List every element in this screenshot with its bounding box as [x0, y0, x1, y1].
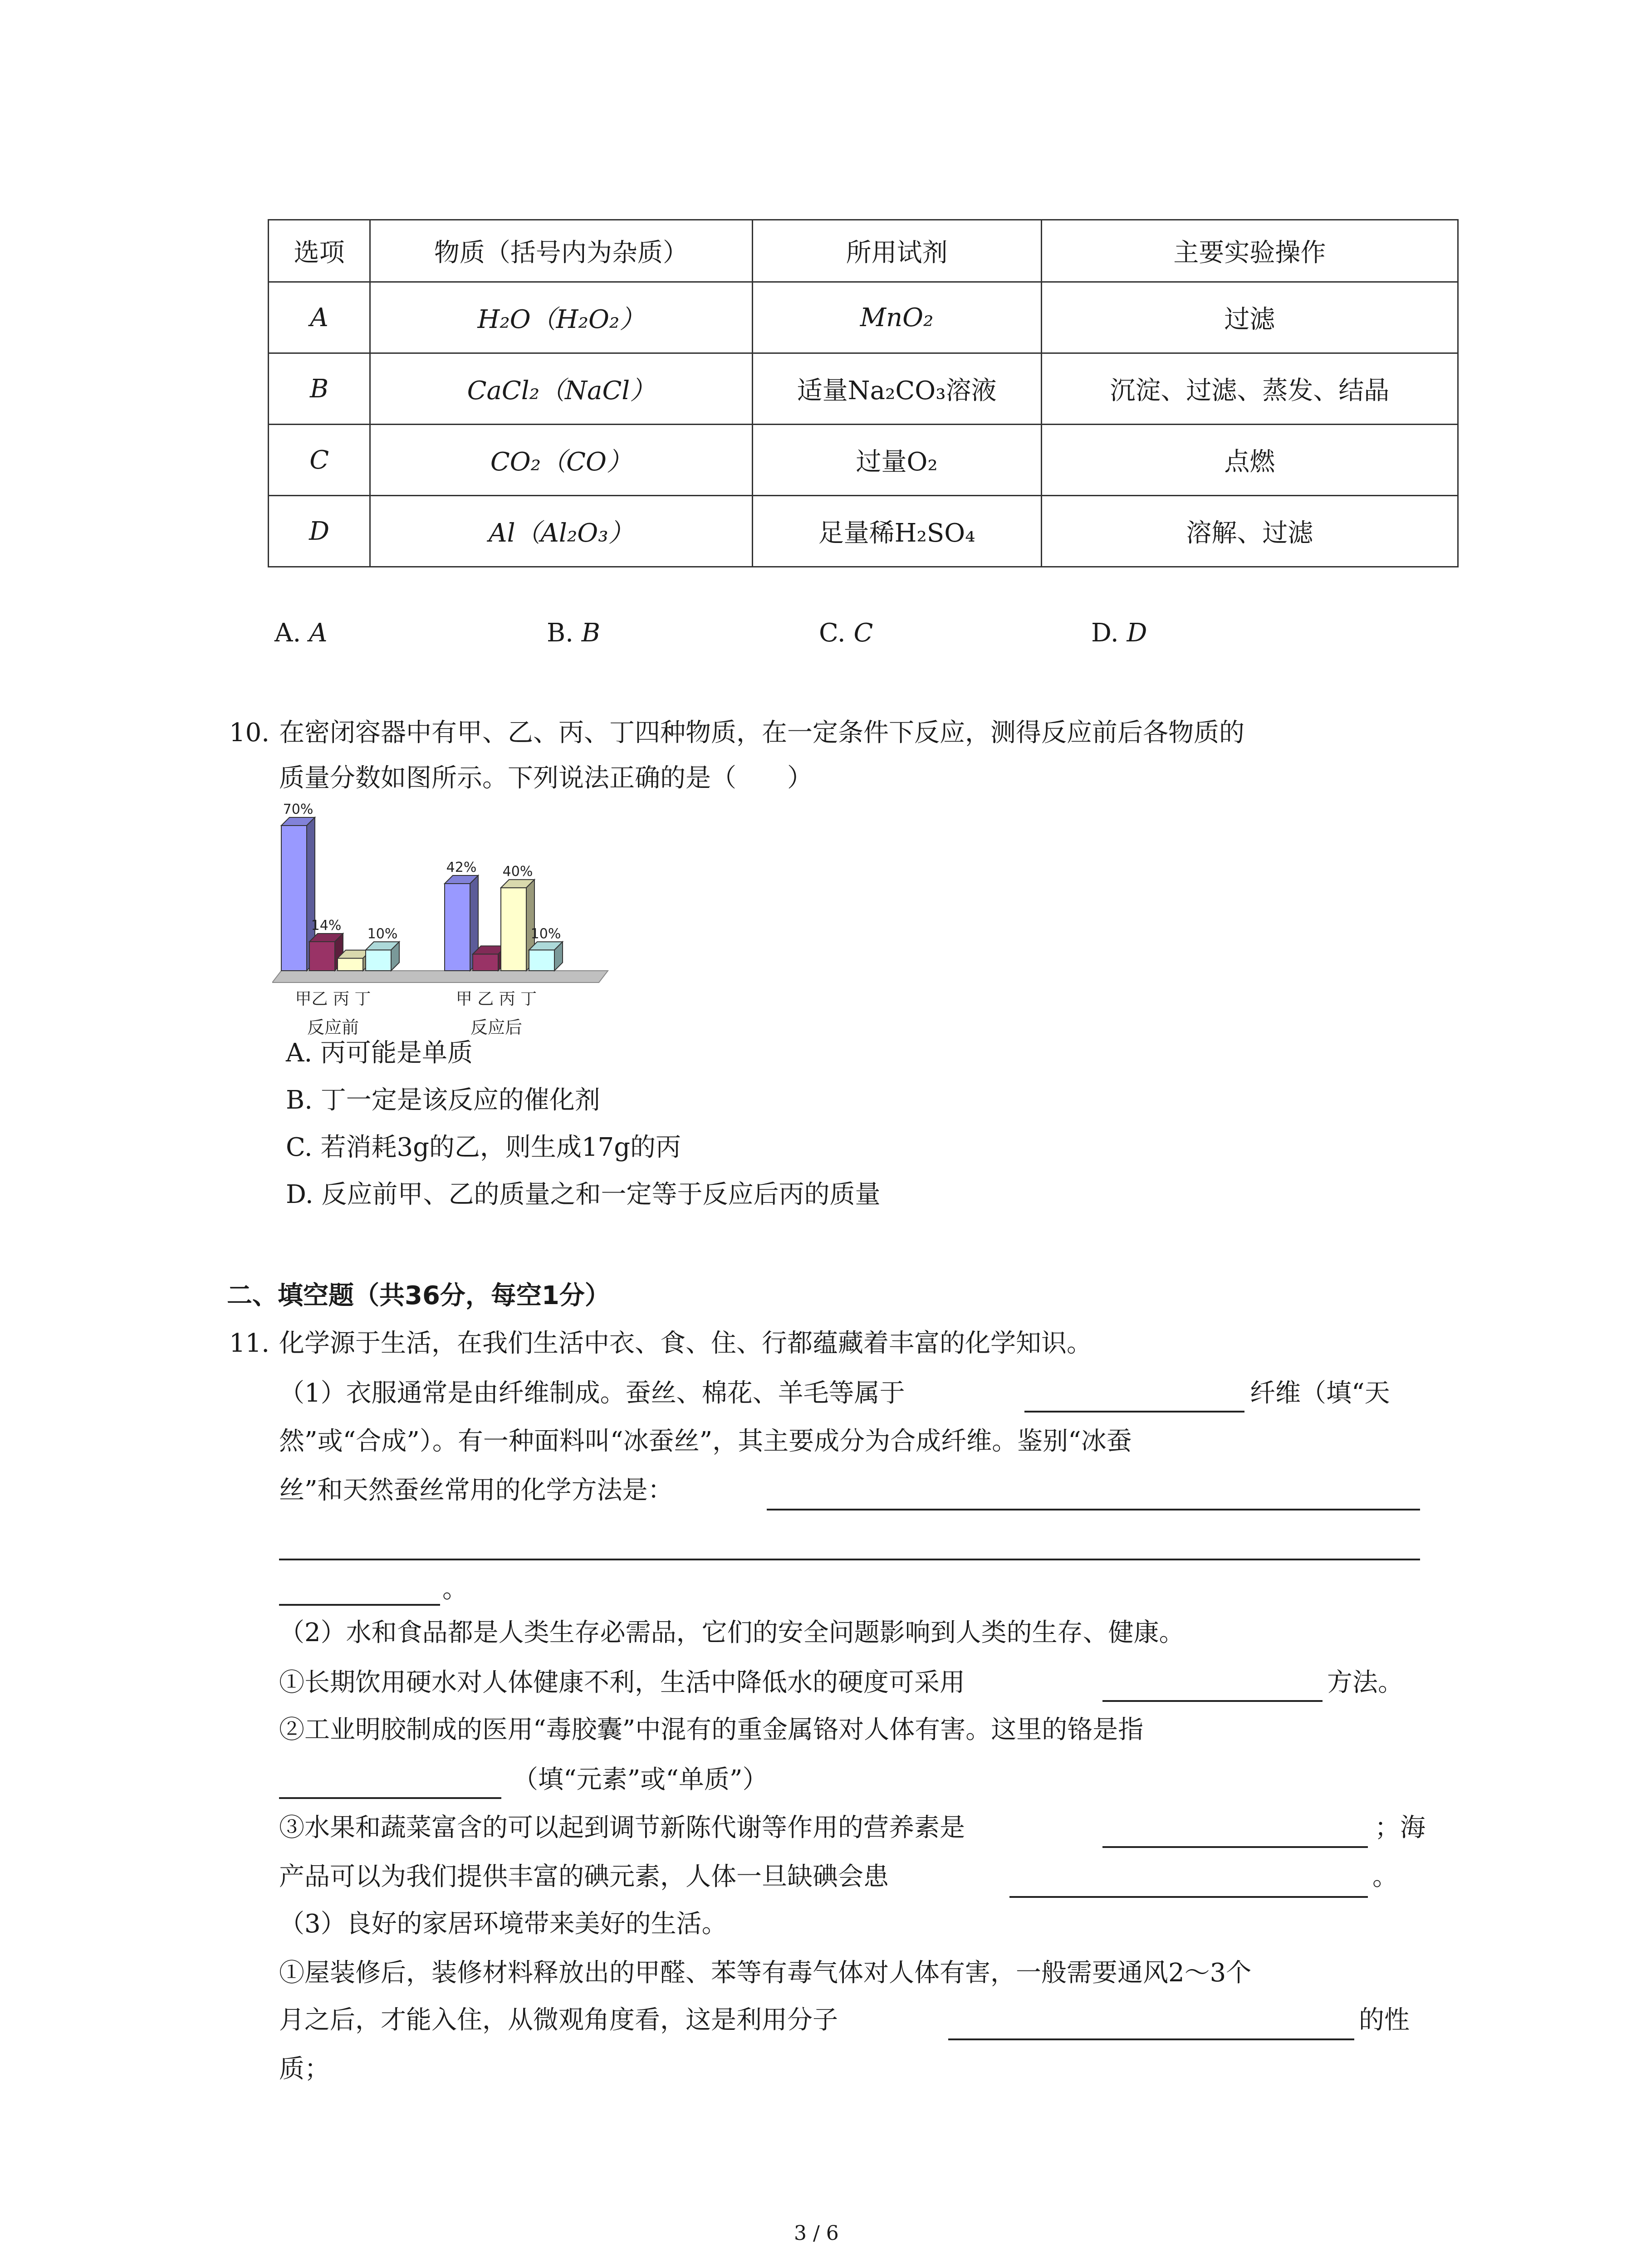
- row-operation: 点燃: [1041, 425, 1458, 496]
- bar-反应前-乙: [309, 942, 335, 971]
- blank-2[interactable]: [767, 1509, 1420, 1510]
- choice-d[interactable]: D. D: [1091, 618, 1147, 648]
- q11-p2: （2）水和食品都是人类生存必需品，它们的安全问题影响到人类的生存、健康。: [279, 1618, 1185, 1647]
- chart-floor: [272, 971, 608, 982]
- bar-反应前-甲: [281, 826, 307, 971]
- row-reagent: 过量O₂: [752, 425, 1041, 496]
- q10-option-a[interactable]: A. 丙可能是单质: [286, 1038, 473, 1068]
- bar-反应后-丁: [529, 950, 554, 971]
- blank-2-end[interactable]: [279, 1604, 440, 1606]
- row-option: C: [269, 425, 370, 496]
- section-heading: 二、填空题（共36分，每空1分）: [227, 1281, 610, 1310]
- bar-data-label: 10%: [367, 926, 398, 942]
- row-substance: CaCl₂（NaCl）: [370, 353, 752, 425]
- q11-p2-2b: （填“元素”或“单质”）: [513, 1765, 768, 1794]
- q11-p3-1c: 的性: [1359, 2005, 1410, 2035]
- q11-p1-d: 丝”和天然蚕丝常用的化学方法是：: [279, 1476, 673, 1505]
- table-row: [269, 353, 1458, 425]
- header-reagent: 所用试剂: [752, 220, 1041, 282]
- table-row: [269, 282, 1458, 353]
- q10-text-line2: 质量分数如图所示。下列说法正确的是（ ）: [279, 763, 813, 793]
- bar-data-label: 10%: [530, 926, 561, 942]
- row-reagent: 足量稀H₂SO₄: [752, 496, 1041, 567]
- bar-反应前-丁: [366, 950, 391, 971]
- q11-p2-3d: 。: [1372, 1862, 1398, 1892]
- bar-data-label: 70%: [283, 802, 314, 817]
- q11-p1-b: 纤维（填“天: [1250, 1378, 1390, 1408]
- choice-a[interactable]: A. A: [274, 618, 328, 648]
- mass-fraction-chart: [272, 798, 617, 1043]
- category-tick-labels: 甲 乙 丙 丁: [456, 990, 537, 1008]
- q11-p3-1d: 质；: [279, 2054, 330, 2084]
- row-reagent: 适量Na₂CO₃溶液: [752, 353, 1041, 425]
- row-option: D: [269, 496, 370, 567]
- q11-p2-2a: ②工业明胶制成的医用“毒胶囊”中混有的重金属铬对人体有害。这里的铬是指: [279, 1715, 1144, 1745]
- bar-反应前-丙: [338, 958, 363, 971]
- row-option: A: [269, 282, 370, 353]
- q11-p1-c: 然”或“合成”）。有一种面料叫“冰蚕丝”，其主要成分为合成纤维。鉴别“冰蚕: [279, 1427, 1132, 1456]
- header-option: 选项: [269, 220, 370, 282]
- category-tick-labels: 甲乙 丙 丁: [295, 990, 371, 1008]
- group-label: 反应前: [307, 1017, 359, 1037]
- group-label: 反应后: [470, 1017, 523, 1037]
- blank-1[interactable]: [1024, 1411, 1244, 1413]
- table-row: [269, 496, 1458, 567]
- q11-p1-a: （1）衣服通常是由纤维制成。蚕丝、棉花、羊毛等属于: [279, 1378, 905, 1408]
- q10-number: 10.: [229, 718, 270, 748]
- bar-反应后-乙: [473, 954, 498, 971]
- row-operation: 沉淀、过滤、蒸发、结晶: [1041, 353, 1458, 425]
- q11-p3-1b: 月之后，才能入住，从微观角度看，这是利用分子: [279, 2005, 838, 2035]
- row-operation: 溶解、过滤: [1041, 496, 1458, 567]
- bar-反应后-丙: [501, 888, 526, 971]
- q11-p2-1a: ①长期饮用硬水对人体健康不利，生活中降低水的硬度可采用: [279, 1668, 965, 1697]
- q10-text-line1: 在密闭容器中有甲、乙、丙、丁四种物质，在一定条件下反应，测得反应前后各物质的: [279, 718, 1244, 748]
- q11-p2-3a: ③水果和蔬菜富含的可以起到调节新陈代谢等作用的营养素是: [279, 1813, 965, 1843]
- row-option: B: [269, 353, 370, 425]
- header-substance: 物质（括号内为杂质）: [370, 220, 752, 282]
- page-number: 3 / 6: [794, 2222, 839, 2245]
- q11-p3: （3）良好的家居环境带来美好的生活。: [279, 1909, 727, 1939]
- blank-4[interactable]: [279, 1797, 501, 1799]
- q11-p2-3b: ；海: [1375, 1813, 1425, 1843]
- q11-p3-1a: ①屋装修后，装修材料释放出的甲醛、苯等有毒气体对人体有害，一般需要通风2～3个: [279, 1958, 1252, 1988]
- q11-p2-3c: 产品可以为我们提供丰富的碘元素，人体一旦缺碘会患: [279, 1862, 889, 1892]
- blank-3[interactable]: [1102, 1700, 1323, 1702]
- row-substance: CO₂（CO）: [370, 425, 752, 496]
- choice-c[interactable]: C. C: [819, 618, 873, 648]
- q10-option-d[interactable]: D. 反应前甲、乙的质量之和一定等于反应后丙的质量: [286, 1180, 881, 1209]
- bar-反应后-甲: [445, 884, 470, 971]
- blank-5[interactable]: [1102, 1846, 1368, 1848]
- q11-p2-1b: 方法。: [1327, 1668, 1403, 1697]
- row-operation: 过滤: [1041, 282, 1458, 353]
- table-header-row: [269, 220, 1458, 282]
- blank-2-cont[interactable]: [279, 1559, 1420, 1560]
- answer-table: [268, 219, 1459, 567]
- row-substance: Al（Al₂O₃）: [370, 496, 752, 567]
- bar-data-label: 42%: [446, 860, 477, 875]
- blank-7[interactable]: [948, 2038, 1354, 2040]
- q11-intro: 化学源于生活，在我们生活中衣、食、住、行都蕴藏着丰富的化学知识。: [279, 1329, 1092, 1358]
- table-row: [269, 425, 1458, 496]
- q11-number: 11.: [229, 1329, 270, 1358]
- header-operation: 主要实验操作: [1041, 220, 1458, 282]
- q11-p1-end: 。: [442, 1574, 468, 1604]
- blank-6[interactable]: [1009, 1896, 1368, 1898]
- choice-b[interactable]: B. B: [547, 618, 600, 648]
- row-substance: H₂O（H₂O₂）: [370, 282, 752, 353]
- q10-option-b[interactable]: B. 丁一定是该反应的催化剂: [286, 1085, 600, 1115]
- bar-data-label: 14%: [311, 918, 342, 934]
- q10-option-c[interactable]: C. 若消耗3g的乙，则生成17g的丙: [286, 1133, 681, 1162]
- bar-data-label: 40%: [502, 864, 533, 880]
- row-reagent: MnO₂: [752, 282, 1041, 353]
